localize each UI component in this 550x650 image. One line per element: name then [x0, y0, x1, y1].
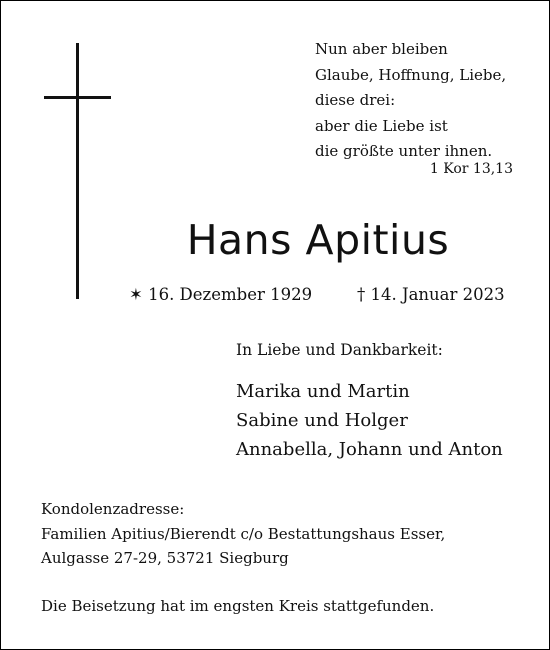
verse-line: die größte unter ihnen.: [315, 142, 493, 160]
condolence-line: Familien Apitius/Bierendt c/o Bestattungshaus Esser,: [41, 524, 446, 543]
funeral-note: Die Beisetzung hat im engsten Kreis stattgefunden.: [41, 597, 435, 615]
verse-line: Glaube, Hoffnung, Liebe,: [315, 65, 507, 84]
condolence-address: [41, 497, 445, 571]
verse-line: aber die Liebe ist: [315, 116, 448, 135]
cross-horizontal-bar: [44, 96, 111, 99]
deceased-name: Hans Apitius: [186, 216, 450, 264]
mourners-list: [236, 377, 503, 464]
death-date: † 14. Januar 2023: [357, 285, 505, 304]
bible-verse: [315, 37, 535, 165]
mourner-entry: Annabella, Johann und Anton: [236, 439, 503, 460]
birth-date: ✶ 16. Dezember 1929: [129, 285, 313, 304]
verse-line: Nun aber bleiben: [315, 40, 448, 58]
mourner-entry: Marika und Martin: [236, 381, 410, 402]
mourner-entry: Sabine und Holger: [236, 410, 408, 431]
condolence-line: Aulgasse 27-29, 53721 Siegburg: [41, 549, 289, 567]
verse-reference: 1 Kor 13,13: [429, 161, 513, 177]
thanks-line: In Liebe und Dankbarkeit:: [236, 341, 443, 359]
condolence-heading: Kondolenzadresse:: [41, 500, 185, 518]
verse-line: diese drei:: [315, 91, 396, 109]
